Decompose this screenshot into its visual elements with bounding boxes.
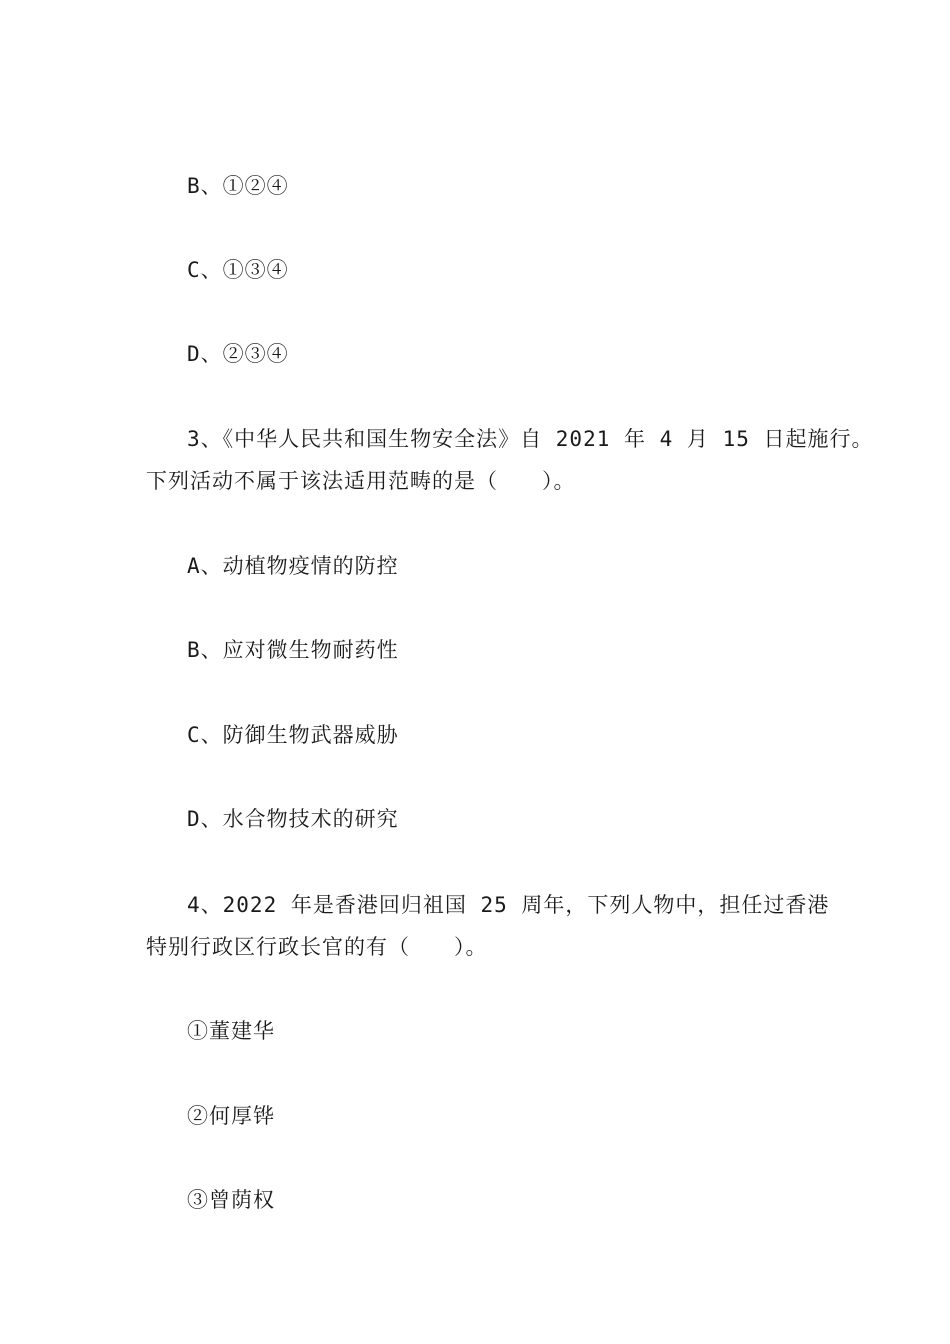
q4-choice-2: ②何厚铧: [187, 1104, 275, 1128]
q3-stem-line1: 3、《中华人民共和国生物安全法》自 2021 年 4 月 15 日起施行。: [187, 427, 874, 451]
q2-option-d: D、②③④: [187, 342, 289, 366]
q4-stem-line2: 特别行政区行政长官的有（ ）。: [146, 935, 488, 959]
q2-option-b: B、①②④: [187, 174, 289, 198]
q3-option-d: D、水合物技术的研究: [187, 807, 399, 831]
q4-choice-1: ①董建华: [187, 1019, 275, 1043]
q3-option-a: A、动植物疫情的防控: [187, 554, 399, 578]
q3-option-b: B、应对微生物耐药性: [187, 638, 399, 662]
q3-stem-line2: 下列活动不属于该法适用范畴的是（ ）。: [146, 469, 576, 493]
q4-choice-3: ③曾荫权: [187, 1188, 275, 1212]
q2-option-c: C、①③④: [187, 258, 289, 282]
q4-stem-line1: 4、2022 年是香港回归祖国 25 周年，下列人物中，担任过香港: [187, 893, 830, 917]
q3-option-c: C、防御生物武器威胁: [187, 723, 399, 747]
